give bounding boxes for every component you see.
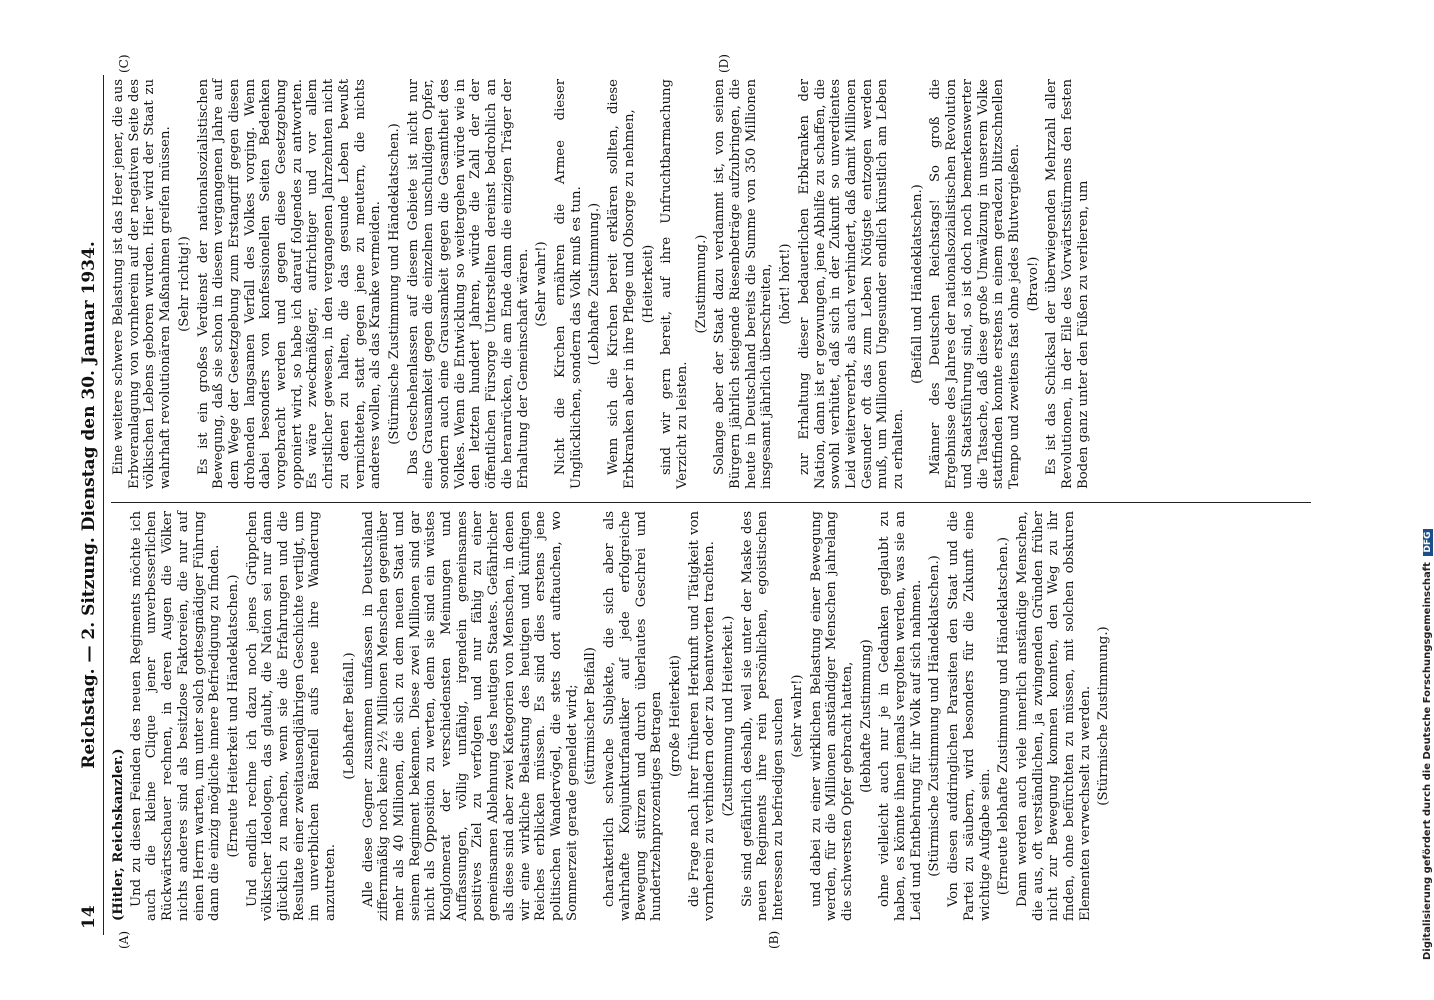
rotated-page (77, 54, 1327, 949)
page-number: 14 (79, 905, 99, 929)
interjection: (Erneute lebhafte Zustimmung und Händeklatschen.) (996, 536, 1012, 896)
paragraph: Männer des Deutschen Reichstags! So groß die Ergebnisse des Jahres der nationalsozialistischen Revolution und Staatsführung sind, so ist doch noch bemerkenswerter die Tatsache, daß diese große Umwälzung in unserem Volke stattfinden konnte erstens in einem geradezu blitzschnellen Tempo und zweitens fast ohne jedes Blutvergießen. (928, 79, 1022, 489)
paragraph: Es ist ein großes Verdienst der nationalsozialistischen Bewegung, daß sie schon in diesem vergangenen Jahre auf dem Wege der Gesetzgebung zum Erstangriff gegen diesen drohenden langsamen Verfall des Volkes vorging. Wenn dabei besonders von konfessionellen Seiten Bedenken vorgebracht werden und gegen diese Gesetzgebung opponiert wird, so habe ich darauf folgendes zu antworten. Es wäre zweckmäßiger, aufrichtiger und vor allem christlicher gewesen, in den vergangenen Jahrzehnten nicht zu denen zu halten, die das gesunde Leben bewußt vernichteten, statt gegen jene zu meutern, die nichts anderes wollen, als das Kranke vermeiden. (195, 79, 384, 489)
interjection: (Stürmische Zustimmung.) (1096, 626, 1112, 806)
paragraph: Sie sind gefährlich deshalb, weil sie unter der Maske des neuen Regiments ihre rein persönlichen, egoistischen Interessen zu befriedigen suchen (739, 511, 787, 921)
speaker-label: (Hitler, Reichskanzler.) (111, 748, 126, 921)
interjection: (Zustimmung.) (693, 234, 709, 334)
text-column-right (111, 79, 1316, 489)
page-title: Reichstag. — 2. Sitzung. Dienstag den 30. Januar 1934. (79, 241, 99, 769)
interjection: (Lebhafter Beifall.) (341, 652, 357, 780)
interjection: (Heiterkeit) (640, 244, 656, 324)
dfg-logo: DFG (1423, 529, 1433, 556)
interjection: (hört! hört!) (778, 243, 794, 325)
page-header (77, 75, 104, 935)
paragraph: ohne vielleicht auch nur je in Gedanken geglaubt zu haben, es könnte ihnen jemals vergolten werden, was sie an Leid und Entbehrung für ihr Volk auf sich nahmen. (877, 511, 924, 921)
interjection: (Zustimmung und Heiterkeit.) (721, 615, 737, 817)
margin-mark-c: (C) (117, 54, 131, 73)
interjection: (Beifall und Händeklatschen.) (909, 184, 925, 384)
paragraph: charakterlich schwache Subjekte, die sich aber als wahrhafte Konjunkturfanatiker auf jede erfolgreiche Bewegung stürzen und durch überlautes Geschrei und hundertzehnprozentiges Betragen (602, 511, 665, 921)
paragraph: Wenn sich die Kirchen bereit erklären sollten, diese Erbkranken aber in ihre Pflege und Obsorge zu nehmen, (606, 79, 637, 489)
paragraph: Von diesen aufdringlichen Parasiten den Staat und die Partei zu säubern, wird besonders für die Zukunft eine wichtige Aufgabe sein. (946, 511, 993, 921)
paragraph: Dann werden auch viele innerlich anständige Menschen, die aus, oft verständlichen, ja zwingenden Gründen früher nicht zur Bewegung kommen konnten, den Weg zu ihr finden, ohne befürchten zu müssen, mit solchen obskuren Elementen verwechselt zu werden. (1014, 511, 1093, 921)
paragraph: Und endlich rechne ich dazu noch jenes Grüppchen völkischer Ideologen, das glaubt, die Nation sei nur dann glücklich zu machen, wenn sie die Erfahrungen und die Resultate einer zweitausendjährigen Geschichte vertilgt, um im unverblichen Bärenfell aufs neue ihre Wanderung anzutreten. (244, 511, 339, 921)
paragraph: Das Geschehenlassen auf diesem Gebiete ist nicht nur eine Grausamkeit gegen die einzelnen unschuldigen Opfer, sondern auch eine Grausamkeit gegen die Gesamtheit des Volkes. Wenn die Entwicklung so weitergehen würde wie in den letzten hundert Jahren, würde die Zahl der der öffentlichen Fürsorge Unterstellten dereinst bedrohlich an die heranrücken, die am Ende dann die einzigen Träger der Erhaltung der Gemeinschaft wären. (405, 79, 531, 489)
column-divider (111, 502, 1311, 503)
paragraph: Und zu diesen Feinden des neuen Regiments möchte ich auch die kleine Clique jener unverbesserlichen Rückwärtsschauer rechnen, in deren Augen die Völker nichts anderes sind als besitzlose Faktoreien, die nur auf einen Herrn warten, um unter solch gottesgnädiger Führung dann die einzig mögliche innere Befriedigung zu finden. (128, 511, 223, 921)
paragraph: Nicht die Kirchen ernähren die Armee dieser Unglücklichen, sondern das Volk muß es tun. (552, 79, 584, 489)
text-column-left (111, 511, 1316, 921)
credit-text: Digitalisierung gefördert durch die Deutsche Forschungsgemeinschaft (1422, 562, 1433, 960)
interjection: (Sehr richtig!) (176, 236, 192, 332)
digitization-credit (1422, 60, 1433, 960)
interjection: (stürmischer Beifall) (583, 647, 599, 785)
paragraph: Alle diese Gegner zusammen umfassen in Deutschland ziffernmäßig noch keine 2½ Millionen Menschen gegenüber mehr als 40 Millionen, die sich zu dem neuen Staat und seinem Regiment bekennen. Diese zwei Millionen sind gar nicht als Opposition zu werten, denn sie sind ein wüstes Konglomerat der verschiedensten Meinungen und Auffassungen, völlig unfähig, irgendein gemeinsames positives Ziel zu verfolgen und nur fähig zu einer gemeinsamen Ablehnung des heutigen Staates. Gefährlicher als diese sind aber zwei Kategorien von Menschen, in denen wir eine wirkliche Belastung des heutigen und künftigen Reiches erblicken müssen. Es sind dies erstens jene politischen Wandervögel, die stets dort auftauchen, wo Sommerzeit gerade gemeldet wird; (360, 511, 580, 921)
paragraph: Es ist das Schicksal der überwiegenden Mehrzahl aller Revolutionen, in der Eile des Vorwärtsstürmens den festen Boden ganz unter den Füßen zu verlieren, um (1044, 79, 1091, 489)
paragraph: und dabei zu einer wirklichen Belastung einer Bewegung werden, für die Millionen anständiger Menschen jahrelang die schwersten Opfer gebracht hatten, (808, 511, 855, 921)
interjection: (Bravo!) (1025, 256, 1041, 312)
interjection: (Lebhafte Zustimmung.) (587, 202, 603, 366)
paragraph: Eine weitere schwere Belastung ist das Heer jener, die aus Erbveranlagung von vornherein auf der negativen Seite des völkischen Lebens geboren wurden. Hier wird der Staat zu wahrhaft revolutionären Maßnahmen greifen müssen. (111, 79, 174, 489)
margin-mark-a: (A) (117, 930, 131, 949)
interjection: (Erneute Heiterkeit und Händeklatschen.) (225, 574, 241, 858)
margin-mark-b: (B) (767, 930, 781, 949)
interjection: (Stürmische Zustimmung und Händeklatschen.) (927, 555, 943, 877)
interjection: (lebhafte Zustimmung) (858, 639, 874, 793)
interjection: (große Heiterkeit) (667, 654, 683, 778)
interjection: (sehr wahr!) (789, 674, 805, 758)
margin-mark-d: (D) (717, 54, 731, 73)
paragraph: sind wir gern bereit, auf ihre Unfruchtbarmachung Verzicht zu leisten. (659, 79, 690, 489)
paragraph: die Frage nach ihrer früheren Herkunft und Tätigkeit von vornherein zu verhindern oder zu beantworten trachten. (686, 511, 718, 921)
paragraph: Solange aber der Staat dazu verdammt ist, von seinen Bürgern jährlich steigende Riesenbeträge aufzubringen, die heute in Deutschland bereits die Summe von 350 Millionen insgesamt jährlich überschreiten, (712, 79, 775, 489)
paragraph: zur Erhaltung dieser bedauerlichen Erbkranken der Nation, dann ist er gezwungen, jene Abhilfe zu schaffen, die sowohl verhütet, daß sich in der Zukunft so unverdientes Leid weitervererbt, als auch verhindert, daß damit Millionen Gesunder oft das zum Leben Nötigste entzogen werden muß, um Millionen Ungesunder endlich künstlich am Leben zu erhalten. (796, 79, 907, 489)
interjection: (Sehr wahr!) (534, 241, 550, 327)
interjection: (Stürmische Zustimmung und Händeklatschen.) (386, 123, 402, 445)
